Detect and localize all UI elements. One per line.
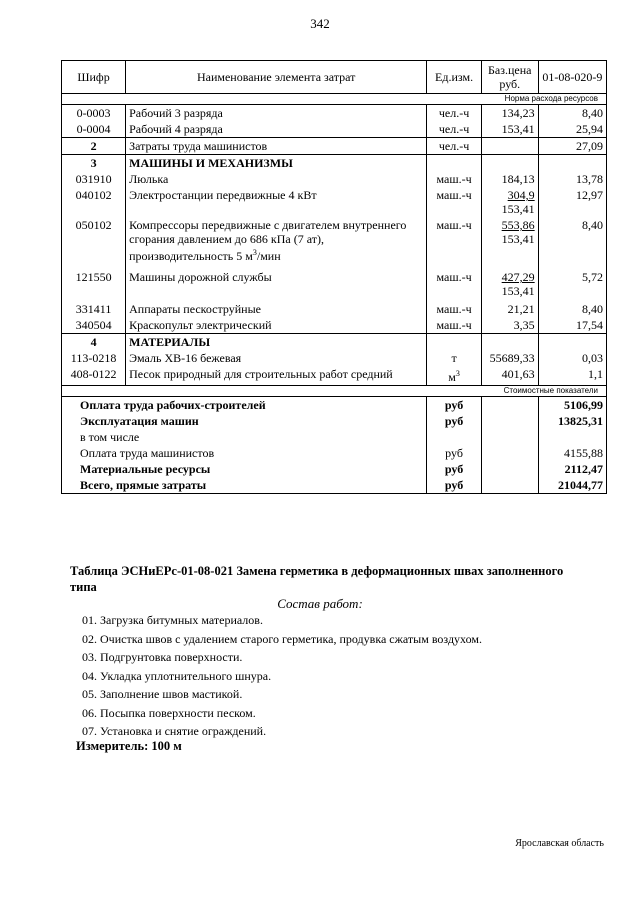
row-code: 121550 (62, 264, 126, 299)
row-unit: маш.-ч (427, 264, 482, 299)
table-row (62, 317, 607, 334)
cost-row (62, 477, 607, 494)
row-norm (538, 155, 606, 172)
cost-row (62, 445, 607, 461)
row-name: Аппараты пескоструйные (126, 299, 427, 317)
work-item: 04. Укладка уплотнительного шнура. (82, 668, 272, 683)
row-name: Краскопульт электрический (126, 317, 427, 334)
table-row (62, 264, 607, 299)
row-price-secondary: 153,41 (501, 284, 535, 298)
row-name: Машины дорожной службы (126, 264, 427, 299)
cost-label: Оплата труда рабочих-строителей (62, 397, 427, 414)
header-price: Баз.цена руб. (481, 61, 538, 94)
cost-value (538, 429, 606, 445)
row-name-sup: 3 (252, 248, 257, 257)
cost-empty (481, 445, 538, 461)
header-unit: Ед.изм. (427, 61, 482, 94)
composition-title: Состав работ: (277, 596, 363, 611)
header-code: Шифр (62, 61, 126, 94)
cost-label: в том числе (62, 429, 427, 445)
row-norm: 25,94 (538, 121, 606, 138)
band-costs: Стоимостные показатели (62, 386, 607, 397)
table-row (62, 171, 607, 187)
table-row (62, 334, 607, 351)
table-row (62, 187, 607, 217)
row-norm: 8,40 (538, 299, 606, 317)
row-code: 331411 (62, 299, 126, 317)
cost-row (62, 413, 607, 429)
cost-label: Оплата труда машинистов (62, 445, 427, 461)
band-costs-row (62, 386, 607, 397)
row-name: Песок природный для строительных работ средний (126, 366, 427, 386)
row-name: Электростанции передвижные 4 кВт (126, 187, 427, 217)
row-norm: 12,97 (538, 187, 606, 217)
work-list (82, 611, 482, 741)
row-name: Рабочий 4 разряда (126, 121, 427, 138)
table-row (62, 299, 607, 317)
row-unit-sup: 3 (455, 369, 460, 378)
table-row (62, 155, 607, 172)
work-item: 05. Заполнение швов мастикой. (82, 687, 243, 701)
cost-unit: руб (427, 477, 482, 494)
row-price (481, 217, 538, 264)
row-unit: маш.-ч (427, 299, 482, 317)
row-unit: маш.-ч (427, 171, 482, 187)
row-price (481, 187, 538, 217)
work-item: 02. Очистка швов с удалением старого герметика, продувка сжатым воздухом. (82, 631, 482, 646)
row-name-text: Компрессоры передвижные с двигателем внутреннего сгорания давлением до 686 кПа (7 ат), производительность 5 м (129, 218, 407, 263)
row-unit (427, 366, 482, 386)
cost-unit: руб (427, 413, 482, 429)
row-code: 040102 (62, 187, 126, 217)
table-row (62, 217, 607, 264)
cost-value: 21044,77 (538, 477, 606, 494)
cost-value: 13825,31 (538, 413, 606, 429)
header-norm: 01-08-020-9 (538, 61, 606, 94)
row-price (481, 334, 538, 351)
row-code: 0-0003 (62, 105, 126, 122)
row-name: Эмаль ХВ-16 бежевая (126, 350, 427, 366)
row-norm: 5,72 (538, 264, 606, 299)
row-norm: 8,40 (538, 217, 606, 264)
cost-label: Всего, прямые затраты (62, 477, 427, 494)
row-price-main: 304,9 (507, 188, 535, 202)
row-price: 21,21 (481, 299, 538, 317)
row-code: 050102 (62, 217, 126, 264)
row-price-secondary: 153,41 (501, 202, 535, 216)
row-price (481, 138, 538, 155)
row-price-secondary: 153,41 (501, 232, 535, 246)
row-norm (538, 334, 606, 351)
row-name: Затраты труда машинистов (126, 138, 427, 155)
table-row (62, 366, 607, 386)
row-code: 408-0122 (62, 366, 126, 386)
row-unit (427, 334, 482, 351)
row-norm: 0,03 (538, 350, 606, 366)
row-name: МАШИНЫ И МЕХАНИЗМЫ (126, 155, 427, 172)
table-header-row (62, 61, 607, 94)
row-name: Люлька (126, 171, 427, 187)
work-item: 07. Установка и снятие ограждений. (82, 724, 267, 738)
row-unit: маш.-ч (427, 217, 482, 264)
table-row (62, 105, 607, 122)
row-name (126, 217, 427, 264)
table-row (62, 121, 607, 138)
row-unit: маш.-ч (427, 317, 482, 334)
row-code: 0-0004 (62, 121, 126, 138)
row-code: 3 (62, 155, 126, 172)
cost-empty (481, 461, 538, 477)
work-item: 01. Загрузка битумных материалов. (82, 613, 263, 627)
row-unit-text: м (448, 370, 456, 384)
cost-unit (427, 429, 482, 445)
band-resources-row (62, 94, 607, 105)
header-name: Наименование элемента затрат (126, 61, 427, 94)
row-code: 2 (62, 138, 126, 155)
row-price-main: 553,86 (501, 218, 535, 232)
row-name: Рабочий 3 разряда (126, 105, 427, 122)
cost-unit: руб (427, 397, 482, 414)
row-price: 153,41 (481, 121, 538, 138)
row-code: 4 (62, 334, 126, 351)
row-unit: чел.-ч (427, 121, 482, 138)
work-item: 06. Посыпка поверхности песком. (82, 705, 256, 720)
row-norm: 8,40 (538, 105, 606, 122)
cost-label: Эксплуатация машин (62, 413, 427, 429)
row-price: 55689,33 (481, 350, 538, 366)
cost-value: 5106,99 (538, 397, 606, 414)
row-unit (427, 155, 482, 172)
row-price: 184,13 (481, 171, 538, 187)
row-price: 3,35 (481, 317, 538, 334)
row-code: 340504 (62, 317, 126, 334)
band-resources: Норма расхода ресурсов (62, 94, 607, 105)
row-price: 401,63 (481, 366, 538, 386)
cost-label: Материальные ресурсы (62, 461, 427, 477)
row-code: 031910 (62, 171, 126, 187)
page-number: 342 (310, 16, 330, 31)
row-code: 113-0218 (62, 350, 126, 366)
resource-table (61, 60, 607, 494)
row-unit: чел.-ч (427, 105, 482, 122)
cost-value: 4155,88 (538, 445, 606, 461)
row-norm: 17,54 (538, 317, 606, 334)
row-unit: маш.-ч (427, 187, 482, 217)
row-unit: т (427, 350, 482, 366)
row-norm: 27,09 (538, 138, 606, 155)
row-name-tail: /мин (256, 249, 281, 263)
row-norm: 1,1 (538, 366, 606, 386)
row-norm: 13,78 (538, 171, 606, 187)
row-price (481, 264, 538, 299)
region-footer: Ярославская область (515, 838, 604, 849)
cost-empty (481, 477, 538, 494)
section-title: Таблица ЭСНиЕРс-01-08-021 Замена герметика в деформационных швах заполненного типа (70, 564, 564, 594)
cost-unit: руб (427, 461, 482, 477)
row-price: 134,23 (481, 105, 538, 122)
work-item: 03. Подгрунтовка поверхности. (82, 650, 243, 664)
row-price (481, 155, 538, 172)
cost-empty (481, 429, 538, 445)
cost-row (62, 397, 607, 414)
cost-empty (481, 413, 538, 429)
table-row (62, 138, 607, 155)
cost-empty (481, 397, 538, 414)
row-unit: чел.-ч (427, 138, 482, 155)
table-row (62, 350, 607, 366)
cost-value: 2112,47 (538, 461, 606, 477)
meter: Измеритель: 100 м (76, 739, 182, 753)
cost-row (62, 461, 607, 477)
row-price-main: 427,29 (501, 270, 535, 284)
cost-unit: руб (427, 445, 482, 461)
row-name: МАТЕРИАЛЫ (126, 334, 427, 351)
cost-row (62, 429, 607, 445)
